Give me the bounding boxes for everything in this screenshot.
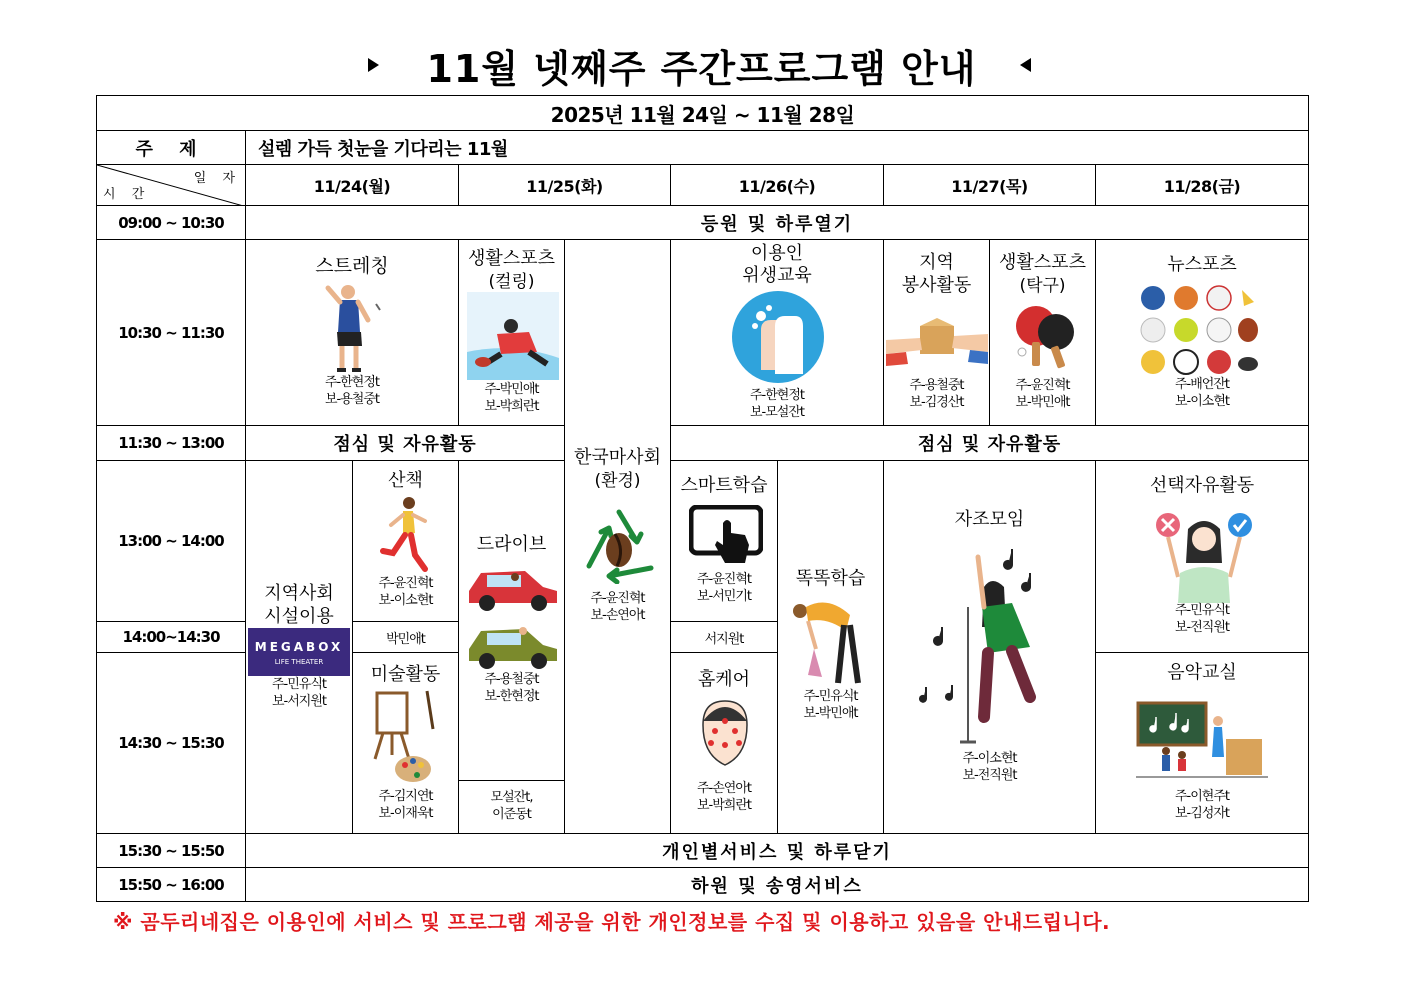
- activity-curling: [458, 239, 565, 426]
- activity-subname: 봉사활동: [901, 275, 972, 296]
- staff-lead: 주-윤진혁t: [696, 572, 752, 587]
- staff-assist: 보-김성자t: [1174, 806, 1230, 821]
- red-car-icon: [463, 561, 561, 613]
- staff-lead: 주-한현정t: [749, 388, 805, 403]
- band-departure: 하원 및 송영서비스: [245, 867, 1309, 902]
- staff-lead: 주-민유식t: [1174, 603, 1230, 618]
- activity-name: 지역사회: [264, 583, 334, 604]
- title-arrow-left-icon: [1020, 58, 1031, 72]
- green-car-icon: [463, 619, 561, 671]
- smart-escort-staff: 서지원t: [670, 621, 778, 653]
- activity-name: 음악교실: [1167, 662, 1237, 683]
- choice-person-icon: [1148, 507, 1256, 603]
- staff-assist: 보-전직원t: [1174, 620, 1230, 635]
- time-slot: 09:00 ~ 10:30: [96, 205, 246, 240]
- staff-assist: 보-박희란t: [484, 399, 539, 414]
- staff-lead: 주-윤진혁t: [590, 591, 645, 606]
- activity-hygiene-education: [670, 239, 884, 426]
- activity-smart-study: [777, 460, 884, 834]
- date-axis-label: 일 자: [193, 171, 241, 186]
- touch-tablet-icon: [689, 505, 763, 567]
- band-arrival: 등원 및 하루열기: [245, 205, 1309, 240]
- activity-name: 스트레칭: [315, 255, 389, 277]
- staff-lead: 주-용철중t: [484, 672, 539, 687]
- day-header-thu: 11/27(목): [883, 164, 1096, 206]
- page-title: 11월 넷째주 주간프로그램 안내: [426, 47, 977, 91]
- staff-line: 이준동t: [492, 807, 531, 822]
- activity-free-choice: [1095, 460, 1309, 653]
- staff-lead: 주-이소현t: [962, 751, 1017, 766]
- day-header-tue: 11/25(화): [458, 164, 671, 206]
- activity-community-facility: [245, 460, 353, 834]
- megabox-logo: [248, 628, 350, 676]
- activity-name: 한국마사회: [574, 447, 661, 468]
- activity-stretching: [245, 239, 459, 426]
- staff-lead: 주-윤진혁t: [378, 576, 433, 591]
- drive-after-staff: [458, 780, 565, 834]
- activity-table-tennis: [989, 239, 1096, 426]
- staff-assist: 보-전직원t: [962, 768, 1017, 783]
- theme-text: 설렘 가득 첫눈을 기다리는 11월: [245, 130, 1309, 165]
- walk-escort-staff: 박민애t: [352, 621, 459, 653]
- staff-assist: 보-모설잔t: [749, 405, 805, 420]
- time-slot: 14:30 ~ 15:30: [96, 652, 246, 834]
- staff-line: 모설잔t,: [490, 790, 533, 805]
- activity-name: 홈케어: [697, 669, 751, 690]
- activity-home-care: [670, 652, 778, 834]
- corner-cell: [96, 164, 246, 206]
- staff-lead: 주-민유식t: [271, 677, 327, 692]
- cleaning-person-icon: [788, 595, 872, 687]
- staff-assist: 보-박민애t: [1015, 395, 1070, 410]
- activity-community-volunteer: [883, 239, 990, 426]
- time-slot: 10:30 ~ 11:30: [96, 239, 246, 426]
- staff-assist: 보-손연아t: [590, 608, 645, 623]
- time-slot: 11:30 ~ 13:00: [96, 425, 246, 461]
- band-lunch-left: 점심 및 자유활동: [245, 425, 565, 461]
- staff-lead: 주-이현주t: [1174, 789, 1230, 804]
- easel-palette-icon: [369, 689, 445, 787]
- activity-subname: 위생교육: [742, 265, 812, 286]
- music-classroom-icon: [1136, 699, 1268, 783]
- activity-subname: (환경): [594, 471, 641, 491]
- band-individual-service: 개인별서비스 및 하루닫기: [245, 833, 1309, 868]
- staff-lead: 주-용철중t: [909, 378, 964, 393]
- staff-assist: 보-김경산t: [909, 395, 964, 410]
- staff-assist: 보-이소현t: [1174, 394, 1230, 409]
- activity-drive: [458, 460, 565, 781]
- staff-assist: 보-용철중t: [324, 392, 380, 407]
- staff-assist: 보-서민기t: [696, 589, 752, 604]
- activity-music-class: [1095, 652, 1309, 834]
- activity-art: [352, 652, 459, 834]
- day-header-fri: 11/28(금): [1095, 164, 1309, 206]
- package-handover-icon: [886, 304, 988, 376]
- singer-icon: [912, 537, 1072, 747]
- staff-lead: 주-김지연t: [378, 789, 433, 804]
- time-slot: 14:00~14:30: [96, 621, 246, 653]
- running-person-icon: [377, 495, 435, 575]
- time-slot: 15:30 ~ 15:50: [96, 833, 246, 868]
- activity-subname: (탁구): [1019, 276, 1066, 296]
- time-axis-label: 시 간: [103, 187, 151, 202]
- activity-name: 산책: [388, 470, 423, 491]
- staff-assist: 보-한현정t: [484, 689, 539, 704]
- activity-walk: [352, 460, 459, 622]
- staff-lead: 주-민유식t: [803, 689, 858, 704]
- activity-name: 선택자유활동: [1149, 475, 1255, 496]
- activity-korea-racing-environment: [564, 239, 671, 834]
- megabox-logo-text: MEGABOX: [254, 640, 344, 654]
- staff-lead: 주-박민애t: [484, 382, 539, 397]
- handwashing-icon: [731, 290, 825, 384]
- theme-label: 주 제: [96, 130, 246, 165]
- megabox-logo-subtext: LIFE THEATER: [274, 658, 324, 666]
- privacy-notice: ※ 곰두리네집은 이용인에 서비스 및 프로그램 제공을 위한 개인정보를 수집 및 이용하고 있음을 안내드립니다.: [113, 910, 1111, 934]
- face-acupressure-icon: [693, 695, 757, 779]
- time-slot: 13:00 ~ 14:00: [96, 460, 246, 622]
- staff-assist: 보-이소현t: [378, 593, 433, 608]
- activity-smart-learning: [670, 460, 778, 622]
- staff-assist: 보-박희란t: [696, 798, 752, 813]
- stretching-person-icon: [318, 280, 388, 375]
- activity-name: 자조모임: [954, 509, 1025, 530]
- band-lunch-right: 점심 및 자유활동: [670, 425, 1309, 461]
- ping-pong-paddles-icon: [1008, 302, 1080, 374]
- staff-lead: 주-한현정t: [324, 375, 380, 390]
- staff-lead: 주-손연아t: [696, 781, 752, 796]
- activity-name: 생활스포츠: [468, 248, 555, 269]
- activity-subname: 시설이용: [264, 606, 334, 627]
- date-range: 2025년 11월 24일 ~ 11월 28일: [96, 95, 1309, 131]
- activity-name: 이용인: [750, 243, 804, 264]
- sports-balls-icon: [1138, 284, 1258, 376]
- staff-lead: 주-배언잔t: [1174, 377, 1230, 392]
- activity-name: 생활스포츠: [999, 252, 1086, 273]
- curling-player-icon: [467, 292, 559, 380]
- activity-name: 드라이브: [476, 534, 547, 555]
- time-slot: 15:50 ~ 16:00: [96, 867, 246, 902]
- staff-assist: 보-서지원t: [271, 694, 327, 709]
- recycle-coffee-icon: [579, 508, 659, 584]
- activity-name: 뉴스포츠: [1167, 254, 1237, 275]
- staff-lead: 주-윤진혁t: [1015, 378, 1070, 393]
- activity-subname: (컬링): [488, 272, 535, 292]
- staff-assist: 보-이재욱t: [378, 806, 433, 821]
- activity-name: 지역: [919, 252, 954, 273]
- activity-self-help-meeting: [883, 460, 1096, 834]
- activity-name: 똑똑학습: [795, 568, 866, 589]
- day-header-mon: 11/24(월): [245, 164, 459, 206]
- activity-name: 스마트학습: [680, 475, 768, 496]
- activity-name: 미술활동: [370, 664, 441, 685]
- staff-assist: 보-박민애t: [803, 706, 858, 721]
- day-header-wed: 11/26(수): [670, 164, 884, 206]
- activity-new-sports: [1095, 239, 1309, 426]
